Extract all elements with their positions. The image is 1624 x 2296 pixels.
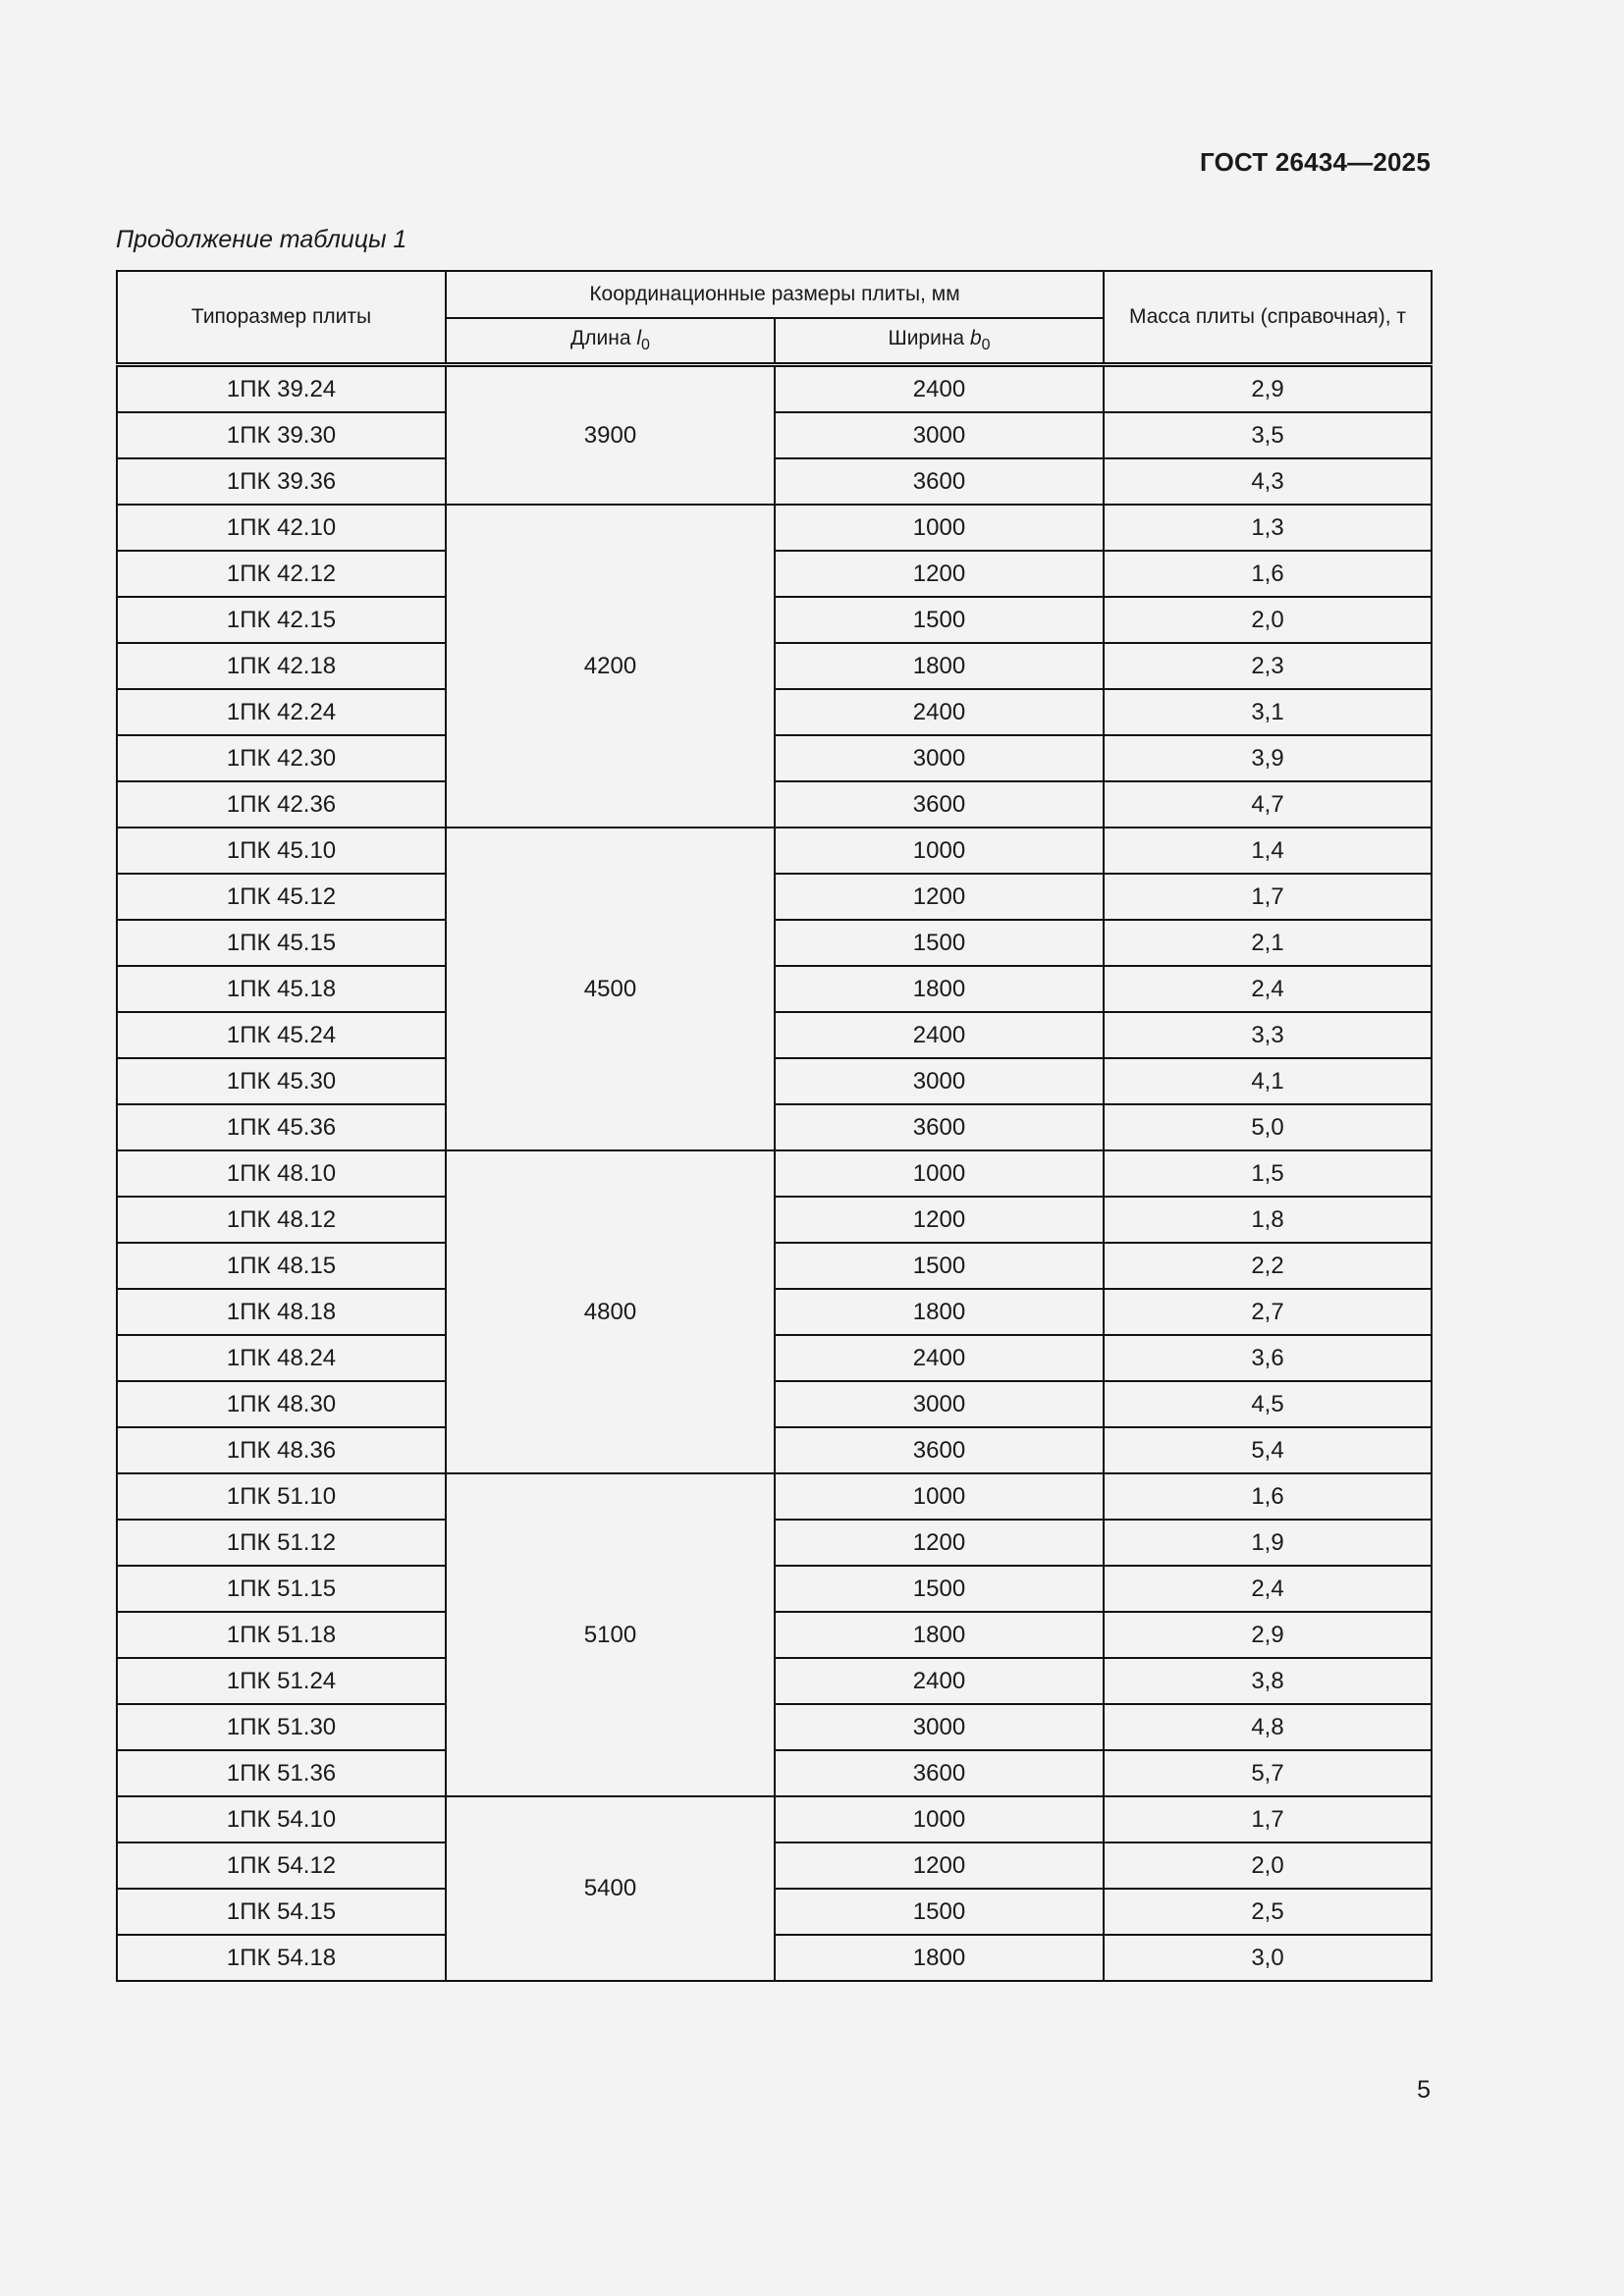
cell-type: 1ПК 42.30 [117, 735, 446, 781]
cell-type: 1ПК 48.10 [117, 1150, 446, 1197]
cell-type: 1ПК 39.24 [117, 365, 446, 413]
table-body [117, 365, 1432, 1982]
cell-width: 1000 [775, 1150, 1104, 1197]
table-row [117, 874, 1432, 920]
cell-mass: 2,1 [1104, 920, 1432, 966]
cell-mass: 1,8 [1104, 1197, 1432, 1243]
cell-type: 1ПК 45.24 [117, 1012, 446, 1058]
table-row [117, 597, 1432, 643]
cell-mass: 3,1 [1104, 689, 1432, 735]
cell-width: 3600 [775, 1427, 1104, 1473]
cell-length: 4800 [446, 1150, 775, 1473]
cell-width: 1000 [775, 1473, 1104, 1520]
table-row [117, 1796, 1432, 1842]
table-row [117, 1566, 1432, 1612]
cell-mass: 1,6 [1104, 551, 1432, 597]
cell-type: 1ПК 51.18 [117, 1612, 446, 1658]
header-width-subscript: 0 [981, 337, 991, 354]
cell-width: 3600 [775, 781, 1104, 828]
table-row [117, 1935, 1432, 1981]
cell-width: 1000 [775, 1796, 1104, 1842]
table-row [117, 1104, 1432, 1150]
cell-mass: 2,5 [1104, 1889, 1432, 1935]
cell-type: 1ПК 45.18 [117, 966, 446, 1012]
table-row [117, 1473, 1432, 1520]
cell-type: 1ПК 48.36 [117, 1427, 446, 1473]
table-row [117, 458, 1432, 505]
plate-sizes-table [116, 270, 1433, 1982]
cell-type: 1ПК 48.18 [117, 1289, 446, 1335]
table-row [117, 735, 1432, 781]
cell-width: 1200 [775, 874, 1104, 920]
cell-type: 1ПК 54.15 [117, 1889, 446, 1935]
cell-type: 1ПК 54.18 [117, 1935, 446, 1981]
table-row [117, 920, 1432, 966]
cell-mass: 3,9 [1104, 735, 1432, 781]
cell-type: 1ПК 42.18 [117, 643, 446, 689]
cell-type: 1ПК 42.10 [117, 505, 446, 551]
cell-mass: 1,5 [1104, 1150, 1432, 1197]
header-width [775, 318, 1104, 365]
cell-type: 1ПК 42.24 [117, 689, 446, 735]
cell-length: 5100 [446, 1473, 775, 1796]
cell-width: 1500 [775, 920, 1104, 966]
cell-type: 1ПК 48.15 [117, 1243, 446, 1289]
table-row [117, 828, 1432, 874]
cell-type: 1ПК 54.12 [117, 1842, 446, 1889]
cell-mass: 2,2 [1104, 1243, 1432, 1289]
cell-mass: 1,4 [1104, 828, 1432, 874]
cell-mass: 4,8 [1104, 1704, 1432, 1750]
cell-type: 1ПК 48.30 [117, 1381, 446, 1427]
cell-width: 1200 [775, 1842, 1104, 1889]
cell-mass: 3,6 [1104, 1335, 1432, 1381]
cell-type: 1ПК 39.36 [117, 458, 446, 505]
table-row [117, 1889, 1432, 1935]
cell-mass: 4,3 [1104, 458, 1432, 505]
cell-width: 1500 [775, 1566, 1104, 1612]
cell-length: 3900 [446, 365, 775, 506]
cell-mass: 3,3 [1104, 1012, 1432, 1058]
cell-type: 1ПК 45.30 [117, 1058, 446, 1104]
cell-mass: 2,3 [1104, 643, 1432, 689]
cell-width: 1200 [775, 551, 1104, 597]
header-length-subscript: 0 [641, 337, 650, 354]
cell-mass: 1,7 [1104, 874, 1432, 920]
table-row [117, 1012, 1432, 1058]
cell-width: 1000 [775, 505, 1104, 551]
cell-width: 1800 [775, 1612, 1104, 1658]
table-row [117, 643, 1432, 689]
cell-type: 1ПК 45.36 [117, 1104, 446, 1150]
header-mass: Масса плиты (справочная), т [1104, 271, 1432, 365]
table-row [117, 412, 1432, 458]
cell-width: 1800 [775, 1289, 1104, 1335]
cell-width: 3600 [775, 1750, 1104, 1796]
cell-mass: 2,0 [1104, 1842, 1432, 1889]
cell-type: 1ПК 51.24 [117, 1658, 446, 1704]
cell-mass: 3,8 [1104, 1658, 1432, 1704]
table-row [117, 1520, 1432, 1566]
table-row [117, 505, 1432, 551]
cell-mass: 3,0 [1104, 1935, 1432, 1981]
header-width-label: Ширина [888, 326, 970, 349]
table-row [117, 365, 1432, 413]
table-caption: Продолжение таблицы 1 [116, 226, 407, 253]
header-type: Типоразмер плиты [117, 271, 446, 365]
cell-type: 1ПК 42.36 [117, 781, 446, 828]
table-row [117, 1842, 1432, 1889]
cell-mass: 4,1 [1104, 1058, 1432, 1104]
cell-type: 1ПК 42.15 [117, 597, 446, 643]
cell-mass: 2,4 [1104, 1566, 1432, 1612]
table-row [117, 1243, 1432, 1289]
cell-type: 1ПК 39.30 [117, 412, 446, 458]
cell-type: 1ПК 48.24 [117, 1335, 446, 1381]
table-row [117, 1197, 1432, 1243]
table-row [117, 781, 1432, 828]
cell-type: 1ПК 45.12 [117, 874, 446, 920]
table-row [117, 1381, 1432, 1427]
header-length-label: Длина [570, 326, 637, 349]
cell-mass: 1,3 [1104, 505, 1432, 551]
cell-mass: 1,7 [1104, 1796, 1432, 1842]
cell-type: 1ПК 45.10 [117, 828, 446, 874]
header-length [446, 318, 775, 365]
header-width-symbol: b [969, 326, 982, 349]
cell-type: 1ПК 42.12 [117, 551, 446, 597]
header-length-symbol: l [636, 326, 642, 349]
header-coord-sizes: Координационные размеры плиты, мм [446, 271, 1104, 318]
cell-mass: 5,0 [1104, 1104, 1432, 1150]
cell-mass: 2,7 [1104, 1289, 1432, 1335]
cell-mass: 2,9 [1104, 365, 1432, 413]
table-header [117, 271, 1432, 365]
cell-width: 1800 [775, 1935, 1104, 1981]
cell-width: 3600 [775, 1104, 1104, 1150]
document-code: ГОСТ 26434—2025 [1200, 147, 1431, 177]
cell-width: 3000 [775, 1704, 1104, 1750]
cell-width: 1200 [775, 1197, 1104, 1243]
cell-width: 3000 [775, 1381, 1104, 1427]
cell-width: 1500 [775, 1889, 1104, 1935]
cell-mass: 4,5 [1104, 1381, 1432, 1427]
cell-mass: 1,9 [1104, 1520, 1432, 1566]
cell-width: 2400 [775, 1658, 1104, 1704]
cell-length: 4500 [446, 828, 775, 1150]
cell-width: 3600 [775, 458, 1104, 505]
cell-width: 2400 [775, 365, 1104, 413]
cell-length: 5400 [446, 1796, 775, 1981]
cell-mass: 2,4 [1104, 966, 1432, 1012]
cell-mass: 5,7 [1104, 1750, 1432, 1796]
cell-width: 3000 [775, 735, 1104, 781]
cell-mass: 1,6 [1104, 1473, 1432, 1520]
cell-type: 1ПК 51.30 [117, 1704, 446, 1750]
table-row [117, 1058, 1432, 1104]
page-number: 5 [1417, 2076, 1431, 2104]
cell-width: 1500 [775, 597, 1104, 643]
table-row [117, 1150, 1432, 1197]
cell-width: 3000 [775, 1058, 1104, 1104]
table-row [117, 1289, 1432, 1335]
cell-width: 1000 [775, 828, 1104, 874]
table-row [117, 1612, 1432, 1658]
cell-mass: 2,9 [1104, 1612, 1432, 1658]
cell-mass: 5,4 [1104, 1427, 1432, 1473]
cell-width: 2400 [775, 689, 1104, 735]
cell-width: 3000 [775, 412, 1104, 458]
cell-width: 1500 [775, 1243, 1104, 1289]
cell-width: 2400 [775, 1335, 1104, 1381]
cell-mass: 3,5 [1104, 412, 1432, 458]
cell-mass: 4,7 [1104, 781, 1432, 828]
cell-type: 1ПК 48.12 [117, 1197, 446, 1243]
table-row [117, 1750, 1432, 1796]
cell-width: 1800 [775, 966, 1104, 1012]
table-row [117, 1427, 1432, 1473]
cell-mass: 2,0 [1104, 597, 1432, 643]
table-row [117, 551, 1432, 597]
cell-type: 1ПК 51.36 [117, 1750, 446, 1796]
table-row [117, 1704, 1432, 1750]
cell-length: 4200 [446, 505, 775, 828]
cell-type: 1ПК 51.12 [117, 1520, 446, 1566]
table-row [117, 689, 1432, 735]
cell-type: 1ПК 51.10 [117, 1473, 446, 1520]
cell-width: 1800 [775, 643, 1104, 689]
cell-type: 1ПК 51.15 [117, 1566, 446, 1612]
cell-width: 1200 [775, 1520, 1104, 1566]
table-row [117, 1335, 1432, 1381]
cell-width: 2400 [775, 1012, 1104, 1058]
cell-type: 1ПК 54.10 [117, 1796, 446, 1842]
table-row [117, 1658, 1432, 1704]
cell-type: 1ПК 45.15 [117, 920, 446, 966]
table-row [117, 966, 1432, 1012]
